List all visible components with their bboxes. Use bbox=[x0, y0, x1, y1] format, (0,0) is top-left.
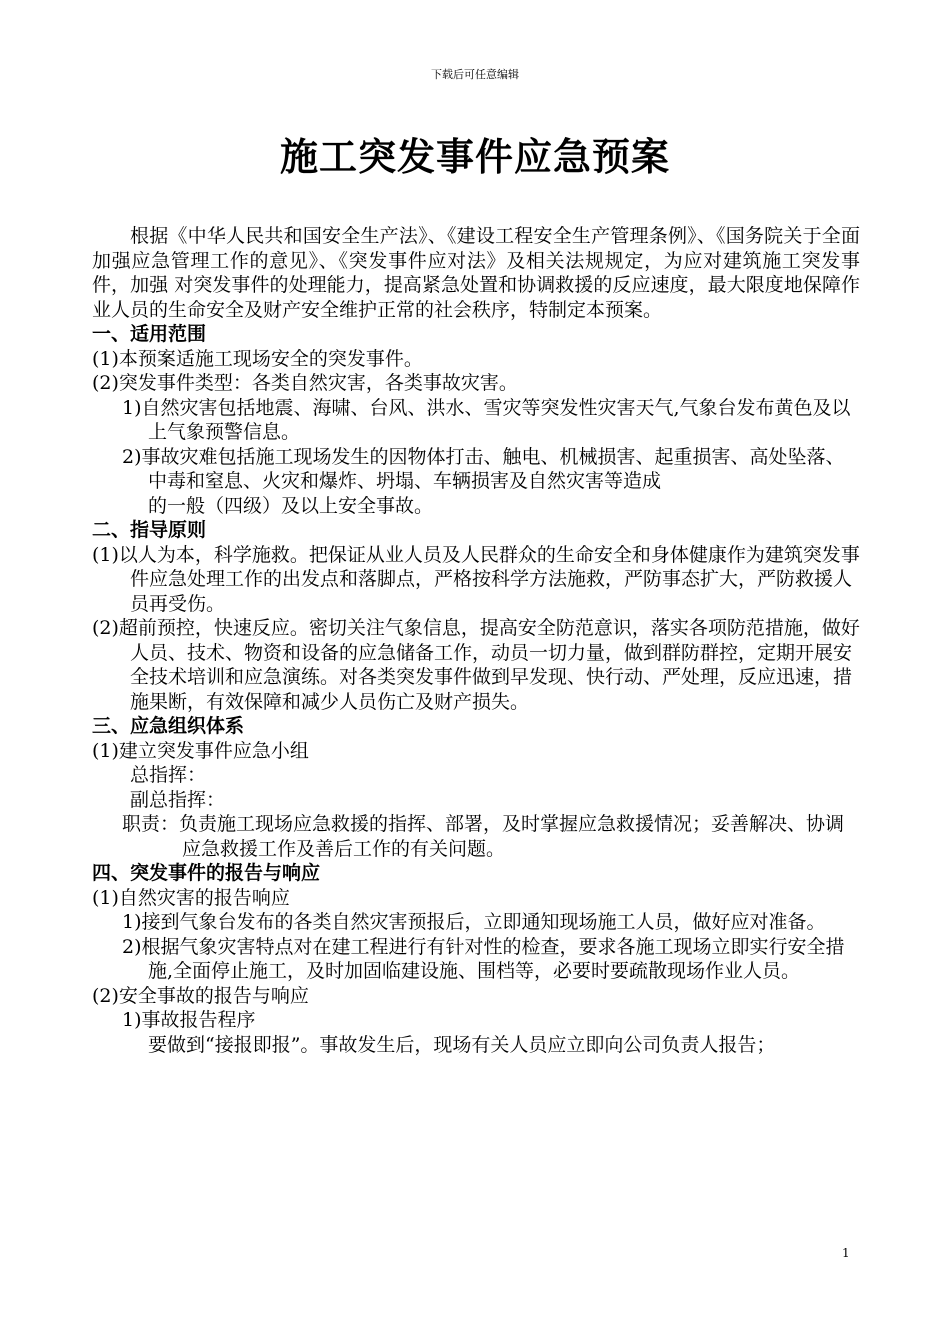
section-heading-organization: 三、应急组织体系 bbox=[92, 715, 245, 737]
scope-item-2: (2)突发事件类型：各类自然灾害，各类事故灾害。 bbox=[92, 372, 518, 394]
scope-subitem-2-cont: 的一般（四级）及以上安全事故。 bbox=[148, 494, 434, 517]
reporting-item-1: (1)自然灾害的报告响应 bbox=[92, 886, 290, 909]
reporting-item-2: (2)安全事故的报告与响应 bbox=[92, 984, 309, 1007]
organization-item-1: (1)建立突发事件应急小组 bbox=[92, 739, 309, 762]
intro-paragraph: 根据《中华人民共和国安全生产法》、《建设工程安全生产管理条例》、《国务院关于全面加强应急管理工作的意见》、《突发事件应对法》及相关法规规定，为应对建筑施工突发事件，加强 对突发事件的处理能力，提高紧急处置和协调救援的反应速度，最大限度地保障作业人员的生命安全及财产安全维护正常的社会秩序，特制定本预案。 bbox=[92, 225, 860, 321]
section-heading-principles: 二、指导原则 bbox=[92, 519, 207, 541]
reporting-subitem-3-text: 要做到“接报即报”。事故发生后，现场有关人员应立即向公司负责人报告； bbox=[148, 1033, 776, 1056]
document-title: 施工突发事件应急预案 bbox=[279, 134, 670, 179]
reporting-subitem-1: 1)接到气象台发布的各类自然灾害预报后，立即通知现场施工人员，做好应对准备。 bbox=[122, 911, 826, 933]
section-heading-scope: 一、适用范围 bbox=[92, 323, 207, 345]
section-heading-reporting: 四、突发事件的报告与响应 bbox=[92, 862, 321, 884]
reporting-subitem-3: 1)事故报告程序 bbox=[122, 1009, 256, 1031]
reporting-subitem-2: 2)根据气象灾害特点对在建工程进行有针对性的检查，要求各施工现场立即实行安全措施,全面停止施工，及时加固临建设施、围档等，必要时要疏散现场作业人员。 bbox=[122, 935, 845, 982]
deputy-commander-label: 副总指挥： bbox=[130, 788, 226, 811]
scope-item-1: (1)本预案适施工现场安全的突发事件。 bbox=[92, 347, 423, 370]
duty-text: 职责：负责施工现场应急救援的指挥、部署，及时掌握应急救援情况；妥善解决、协调应急救援工作及善后工作的有关问题。 bbox=[122, 813, 845, 860]
page-number: 1 bbox=[842, 1246, 850, 1260]
commander-label: 总指挥： bbox=[130, 764, 207, 786]
principle-item-2: (2)超前预控，快速反应。密切关注气象信息，提高安全防范意识，落实各项防范措施，做好人员、技术、物资和设备的应急储备工作，动员一切力量，做到群防群控，定期开展安全技术培训和应急演练。对各类突发事件做到早发现、快行动、严处理，反应迅速，措施果断，有效保障和减少人员伤亡及财产损失。 bbox=[92, 617, 860, 713]
scope-subitem-1: 1)自然灾害包括地震、海啸、台风、洪水、雪灾等突发性灾害天气,气象台发布黄色及以上气象预警信息。 bbox=[122, 396, 851, 443]
scope-subitem-2: 2)事故灾难包括施工现场发生的因物体打击、触电、机械损害、起重损害、高处坠落、中毒和窒息、火灾和爆炸、坍塌、车辆损害及自然灾害等造成 bbox=[122, 445, 845, 492]
document-body bbox=[92, 224, 860, 1057]
page-header: 下载后可任意编辑 bbox=[431, 68, 519, 81]
principle-item-1: (1)以人为本，科学施救。把保证从业人员及人民群众的生命安全和身体健康作为建筑突发事件应急处理工作的出发点和落脚点，严格按科学方法施救，严防事态扩大，严防救援人员再受伤。 bbox=[92, 543, 860, 615]
